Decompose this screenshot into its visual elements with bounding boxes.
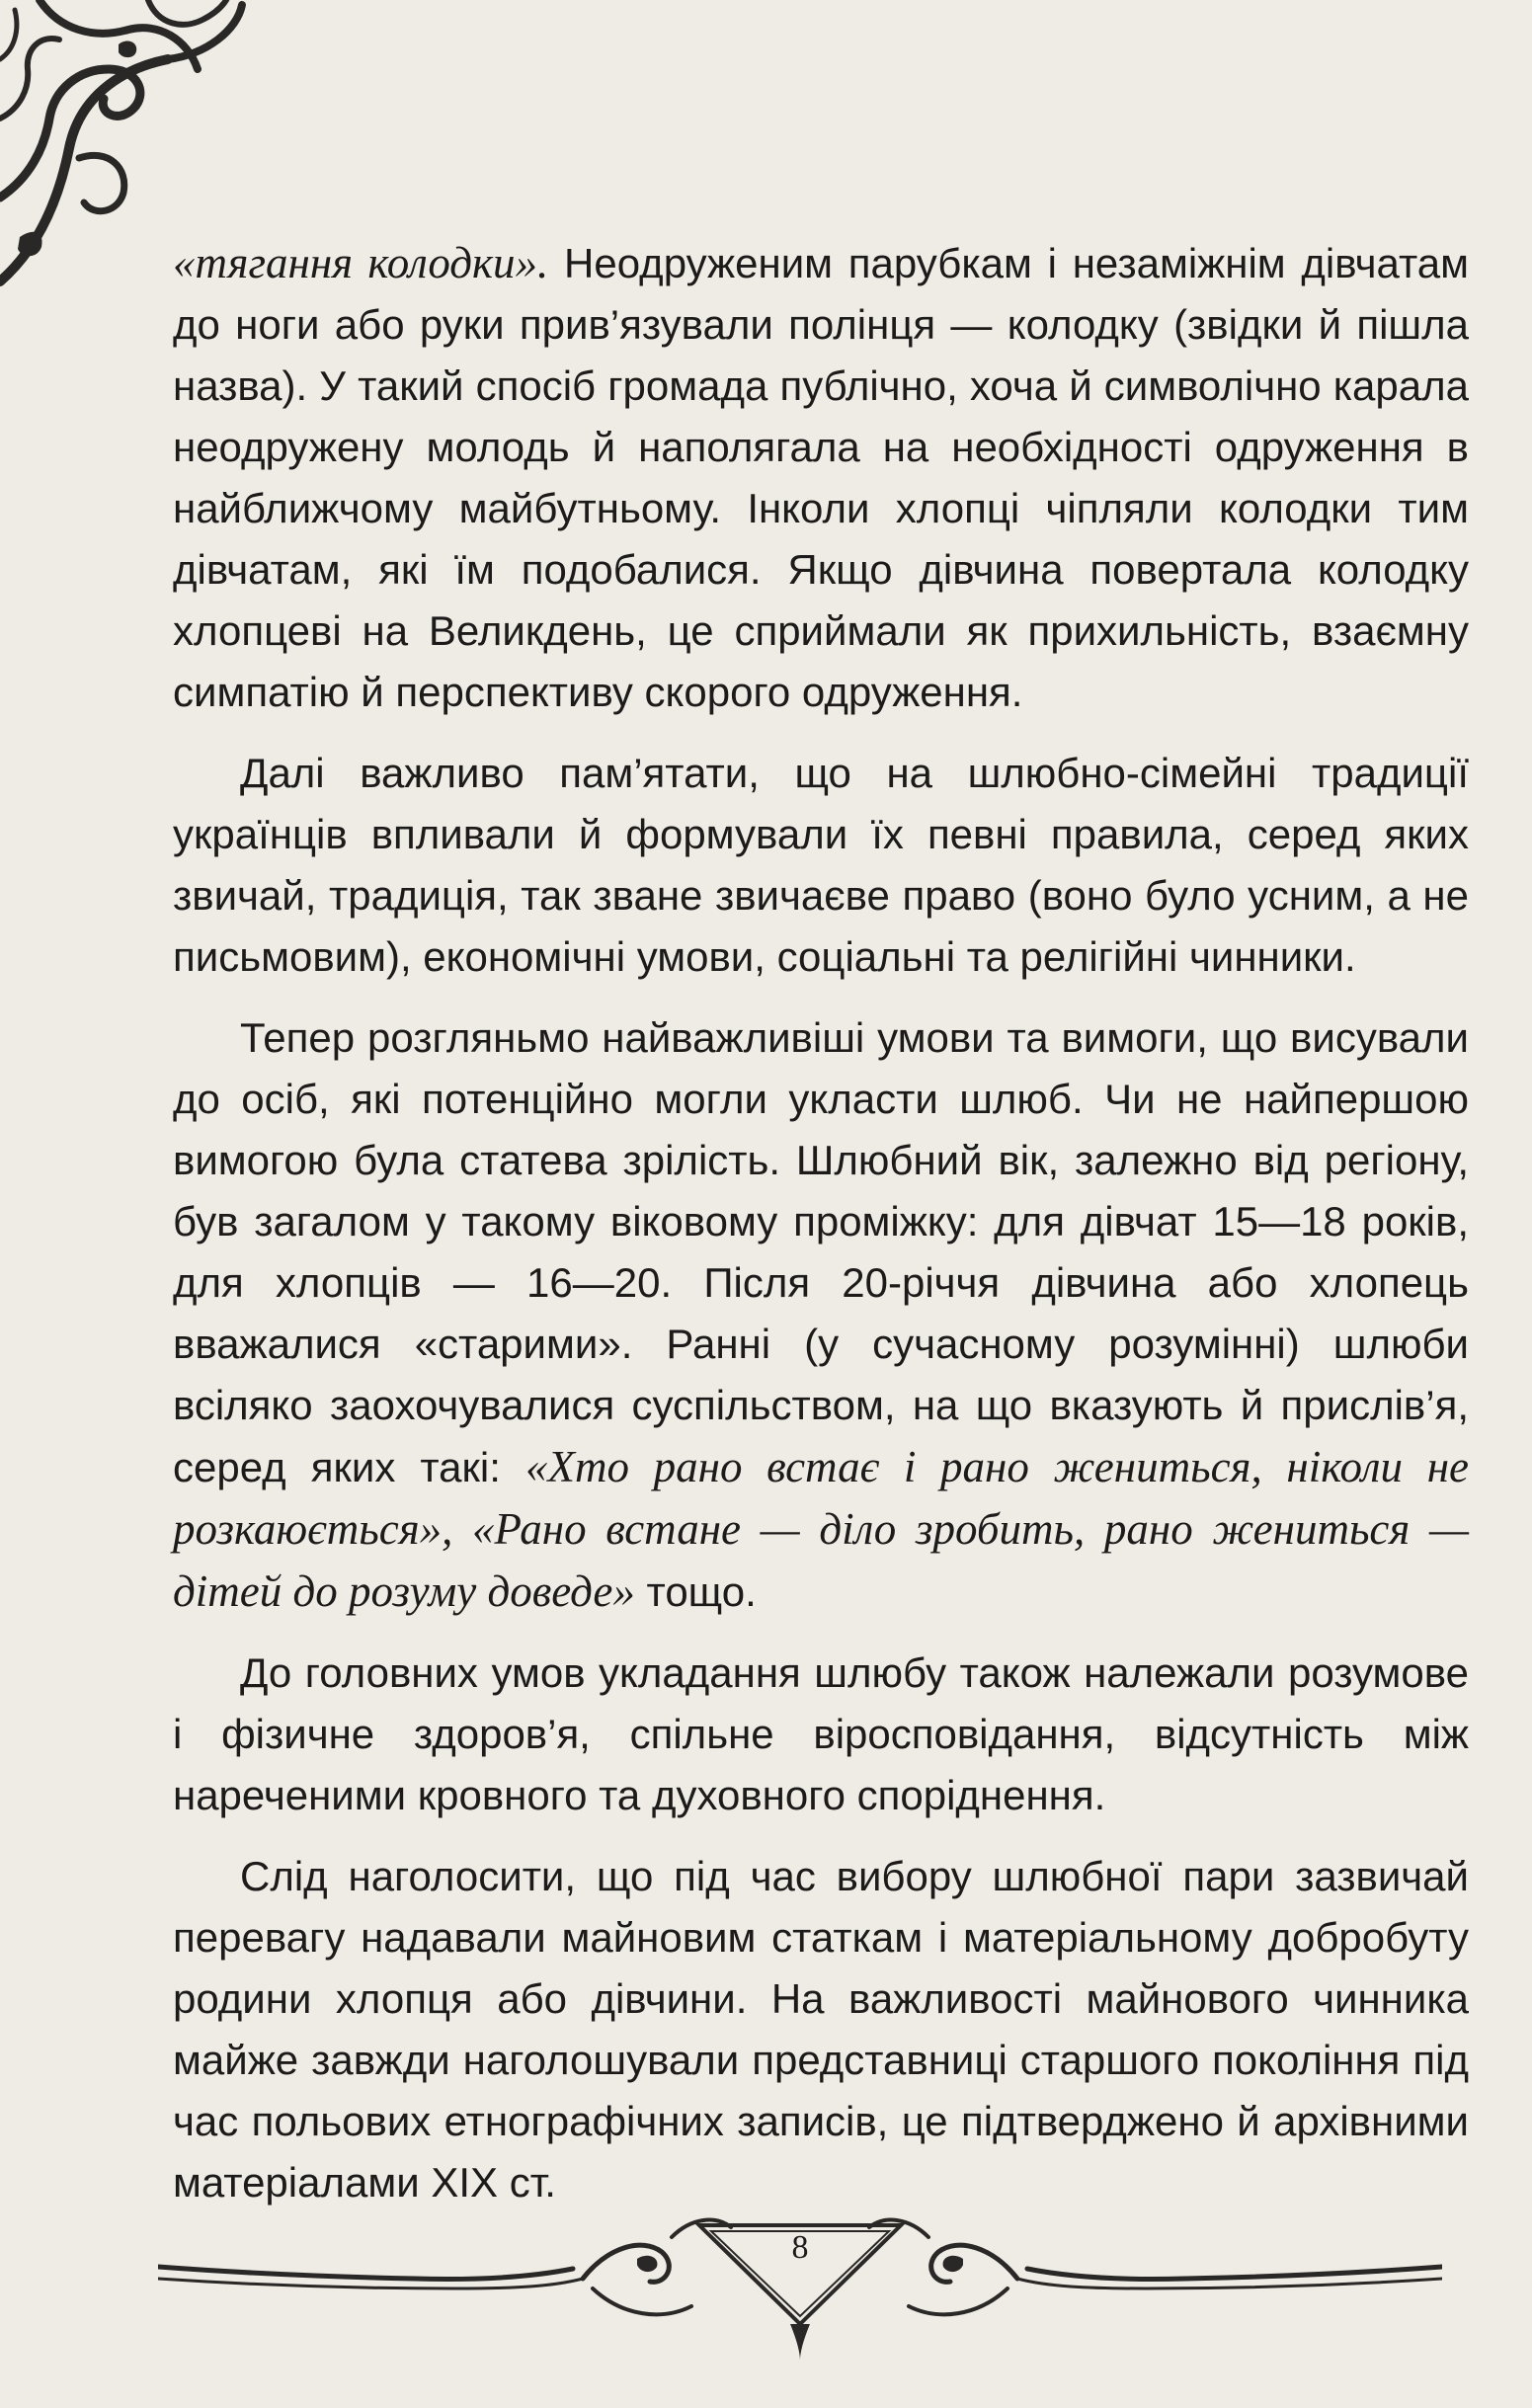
paragraph-3-text: Тепер розгляньмо найважливіші умови та вимоги, що висували до осіб, які потенційно могли укласти шлюб. Чи не найпершою вимогою була статева зрілість. Шлюбний вік, залежно від регіону, був загалом у такому віковому проміжку: для дівчат 15—18 років, для хлопців — 16—20. Після 20-річчя дівчина або хлопець вважалися «старими». Ранні (у сучасному розумінні) шлюби всіляко заохочувалися суспільством, на що вказують й прислів’я, серед яких такі: — [173, 1014, 1469, 1490]
paragraph-4-text: До головних умов укладання шлюбу також належали розумове і фізичне здоров’я, спільне віросповідання, відсутність між нареченими кровного та духовного споріднення. — [173, 1649, 1469, 1818]
paragraph-1-text: Неодруженим парубкам і незаміжнім дівчатам до ноги або руки прив’язували полінця — колодку (звідки й пішла назва). У такий спосіб громада публічно, хоча й символічно карала неодружену молодь й наполягала на необхідності одруження в найближчому майбутньому. Інколи хлопці чіпляли колодки тим дівчатам, які їм подобалися. Якщо дівчина повертала колодку хлопцеві на Великдень, це сприймали як прихильність, взаємну симпатію й перспективу скорого одруження. — [173, 240, 1469, 715]
term-tyahannia-kolodky: «тягання колодки». — [173, 238, 549, 287]
text-column — [173, 232, 1469, 2233]
paragraph-5-text: Слід наголосити, що під час вибору шлюбної пари зазвичай перевагу надавали майновим статкам і матеріальному добробуту родини хлопця або дівчини. На важливості майнового чинника майже завжди наголошували представниці старшого покоління під час польових етнографічних записів, це підтверджено й архівними матеріалами XIX ст. — [173, 1853, 1469, 2206]
paragraph-3-ending: тощо. — [634, 1568, 757, 1615]
paragraph-4 — [173, 1643, 1469, 1826]
footer — [158, 2207, 1442, 2366]
page-number: 8 — [791, 2229, 809, 2266]
paragraph-2-text: Далі важливо пам’ятати, що на шлюбно-сімейні традиції українців впливали й формували їх певні правила, серед яких звичай, традиція, так зване звичаєве право (воно було усним, а не письмовим), економічні умови, соціальні та релігійні чинники. — [173, 750, 1469, 980]
paragraph-1 — [173, 232, 1469, 723]
paragraph-2 — [173, 743, 1469, 988]
paragraph-3 — [173, 1007, 1469, 1623]
proverbs-quote: «Хто рано встає і рано жениться, ніколи не розкаюється», «Рано встане — діло зробить, рано жениться — дітей до розуму доведе» — [173, 1442, 1470, 1616]
paragraph-5 — [173, 1846, 1469, 2213]
